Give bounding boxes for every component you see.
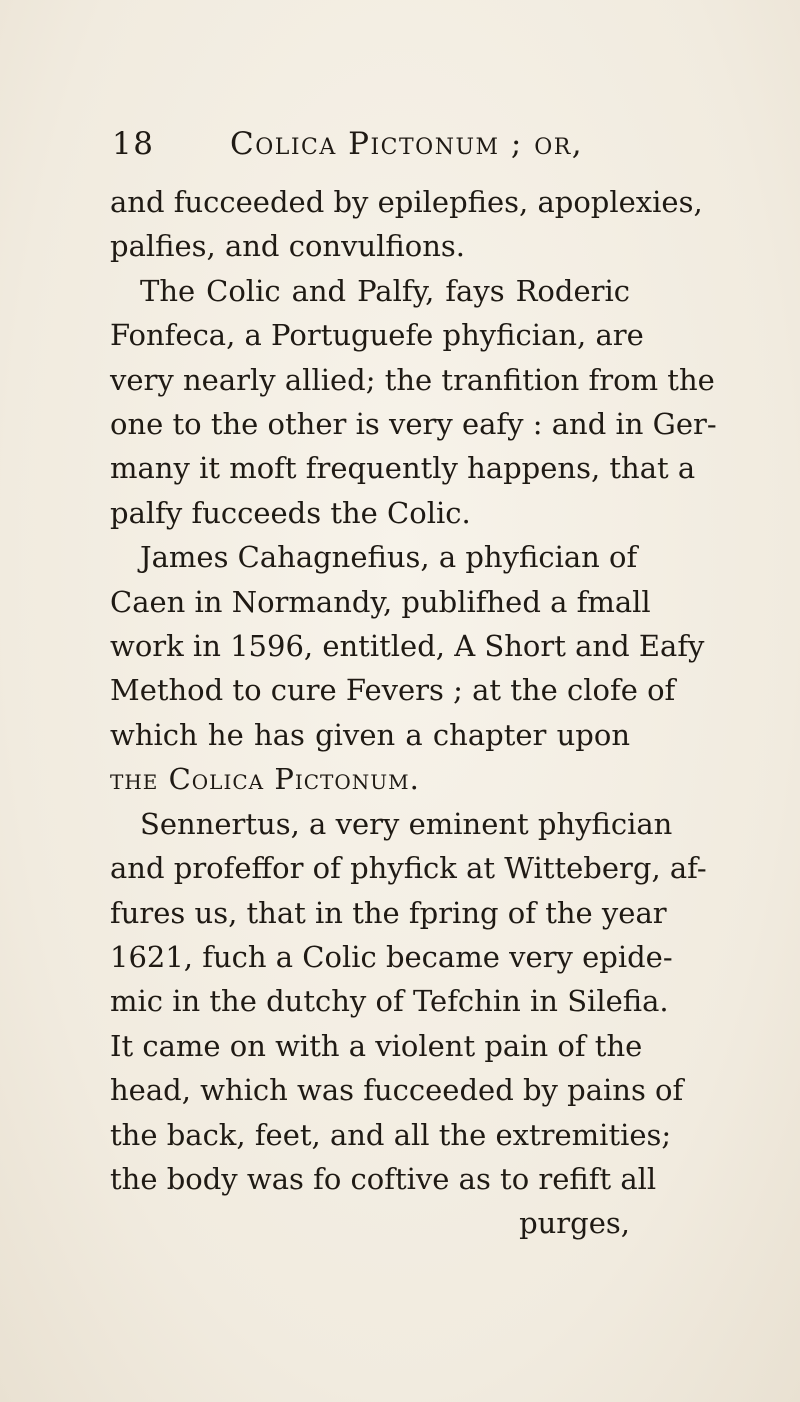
text-line: Caen in Normandy, publifhed a fmall (110, 584, 651, 619)
text-line: fures us, that in the fpring of the year (110, 895, 667, 930)
text-line: Sennertus, a very eminent phyfician (140, 806, 673, 841)
text-line: Fonfeca, a Portuguefe phyfician, are (110, 318, 644, 353)
text-line: It came on with a violent pain of the (110, 1028, 643, 1063)
text-line: and profeffor of phyfick at Witteberg, af- (110, 851, 707, 886)
running-title: Colica Pictonum ; or, (230, 126, 584, 162)
text-line: the body was fo coftive as to refift all (110, 1161, 657, 1196)
text-line: very nearly allied; the tranfition from the (110, 362, 715, 397)
text-line: Method to cure Fevers ; at the clofe of (110, 673, 676, 708)
text-line: the Colica Pictonum. (110, 762, 420, 797)
text-line: palfies, and convulfions. (110, 229, 465, 264)
page-number: 18 (112, 126, 155, 162)
text-line: the back, feet, and all the extremities; (110, 1117, 672, 1152)
running-header (100, 126, 620, 176)
text-line: many it moft frequently happens, that a (110, 451, 696, 486)
text-line: James Cahagnefius, a phyfician of (140, 540, 638, 575)
text-line: mic in the dutchy of Tefchin in Silefia. (110, 984, 669, 1019)
catchword: purges, (519, 1206, 630, 1241)
text-line: head, which was fucceeded by pains of (110, 1073, 684, 1108)
text-line: which he has given a chapter upon (110, 717, 630, 752)
text-line: palfy fucceeds the Colic. (110, 495, 471, 530)
text-line: The Colic and Palfy, fays Roderic (140, 273, 630, 308)
text-line: work in 1596, entitled, A Short and Eafy (110, 629, 705, 664)
text-line: 1621, fuch a Colic became very epide- (110, 939, 673, 974)
text-line: one to the other is very eafy : and in Ger- (110, 407, 717, 442)
body-text (110, 180, 717, 1246)
text-line: and fucceeded by epilepfies, apoplexies, (110, 185, 703, 219)
